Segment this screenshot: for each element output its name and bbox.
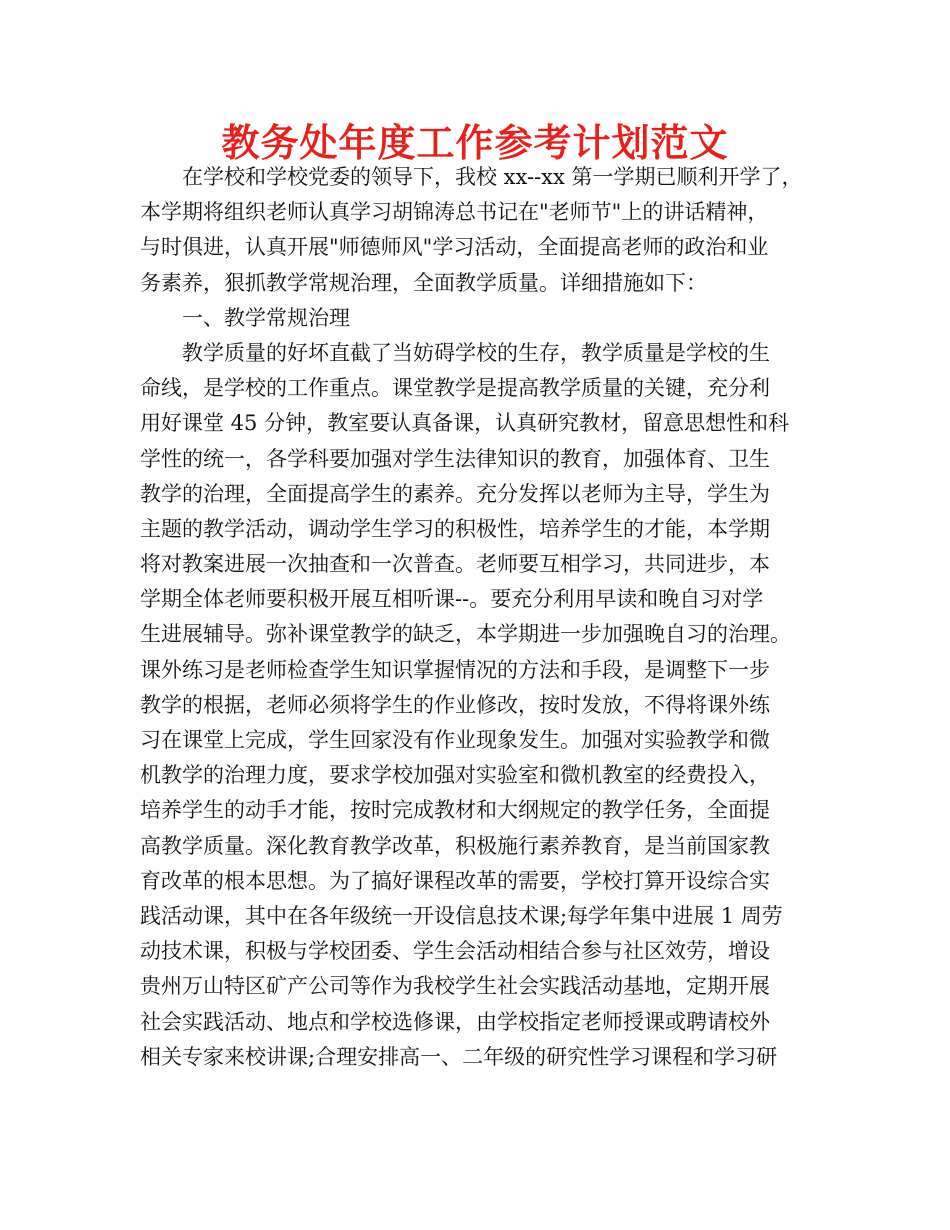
text-line: 习在课堂上完成，学生回家没有作业现象发生。加强对实验教学和微 xyxy=(140,728,770,752)
text-line: 课外练习是老师检查学生知识掌握情况的方法和手段，是调整下一步 xyxy=(140,657,770,682)
text-line: 将对教案进展一次抽查和一次普查。老师要互相学习，共同进步，本 xyxy=(140,552,770,577)
document-title: 教务处年度工作参考计划范文 xyxy=(221,121,729,165)
text-line: 一、教学常规治理 xyxy=(182,305,350,330)
text-line: 高教学质量。深化教育教学改革，积极施行素养教育，是当前国家教 xyxy=(140,833,770,858)
text-line: 培养学生的动手才能，按时完成教材和大纲规定的教学任务，全面提 xyxy=(140,798,770,823)
text-line: 贵州万山特区矿产公司等作为我校学生社会实践活动基地，定期开展 xyxy=(140,974,770,999)
text-line: 动技术课，积极与学校团委、学生会活动相结合参与社区效劳，增设 xyxy=(140,939,770,964)
text-line: 与时俱进，认真开展"师德师风"学习活动，全面提高老师的政治和业 xyxy=(140,235,769,260)
text-line: 相关专家来校讲课;合理安排高一、二年级的研究性学习课程和学习研 xyxy=(140,1044,778,1069)
text-line: 命线，是学校的工作重点。课堂教学是提高教学质量的关键，充分利 xyxy=(140,376,770,401)
text-line: 机教学的治理力度，要求学校加强对实验室和微机教室的经费投入， xyxy=(140,763,770,788)
text-line: 主题的教学活动，调动学生学习的积极性，培养学生的才能，本学期 xyxy=(140,516,770,541)
text-line: 务素养，狠抓教学常规治理，全面教学质量。详细措施如下： xyxy=(140,270,707,295)
text-line: 在学校和学校党委的领导下，我校 xx--xx 第一学期已顺利开学了， xyxy=(182,165,803,189)
text-line: 学性的统一，各学科要加强对学生法律知识的教育，加强体育、卫生 xyxy=(140,446,770,471)
text-line: 教学的根据，老师必须将学生的作业修改，按时发放，不得将课外练 xyxy=(140,692,770,717)
text-line: 生进展辅导。弥补课堂教学的缺乏，本学期进一步加强晚自习的治理。 xyxy=(140,622,791,647)
text-line: 教学质量的好坏直截了当妨碍学校的生存，教学质量是学校的生 xyxy=(182,340,770,365)
text-line: 育改革的根本思想。为了搞好课程改革的需要，学校打算开设综合实 xyxy=(140,868,770,893)
document-body xyxy=(140,160,820,1075)
text-line: 学期全体老师要积极开展互相听课--。要充分利用早读和晚自习对学 xyxy=(140,587,764,612)
text-line: 社会实践活动、地点和学校选修课，由学校指定老师授课或聘请校外 xyxy=(140,1009,770,1034)
text-line: 践活动课，其中在各年级统一开设信息技术课;每学年集中进展 1 周劳 xyxy=(140,903,783,928)
text-line: 本学期将组织老师认真学习胡锦涛总书记在"老师节"上的讲话精神， xyxy=(140,200,769,225)
text-line: 教学的治理，全面提高学生的素养。充分发挥以老师为主导，学生为 xyxy=(140,481,770,506)
text-line: 用好课堂 45 分钟，教室要认真备课，认真研究教材，留意思想性和科 xyxy=(140,411,790,436)
